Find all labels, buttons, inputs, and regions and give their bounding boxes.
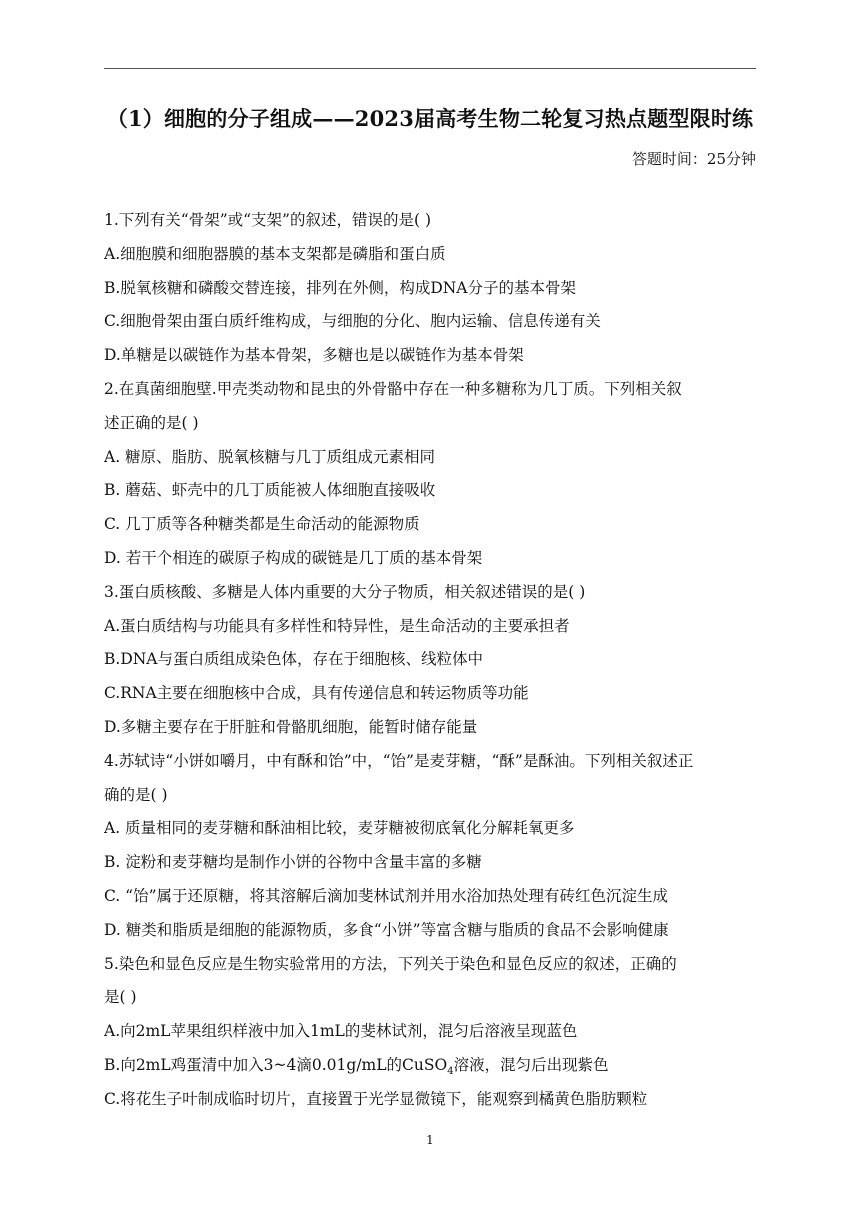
question-1-option-d: D.单糖是以碳链作为基本骨架，多糖也是以碳链作为基本骨架: [104, 346, 524, 365]
header-rule: [104, 68, 756, 69]
question-3-option-a: A.蛋白质结构与功能具有多样性和特异性，是生命活动的主要承担者: [104, 616, 570, 635]
question-3-option-d: D.多糖主要存在于肝脏和骨骼肌细胞，能暂时储存能量: [104, 717, 478, 736]
question-5-option-b-main: B.向2mL鸡蛋清中加入3~4滴0.01g/mL的CuSO: [104, 1055, 448, 1074]
page-number: 1: [426, 1133, 434, 1147]
question-5-option-a: A.向2mL苹果组织样液中加入1mL的斐林试剂，混匀后溶液呈现蓝色: [104, 1022, 578, 1041]
question-2-stem-line-2: 述正确的是( ): [104, 413, 199, 432]
question-1-stem: 1.下列有关“骨架”或“支架”的叙述，错误的是( ): [104, 211, 432, 229]
question-5-stem-line-2: 是( ): [104, 988, 137, 1007]
question-3-option-c: C.RNA主要在细胞核中合成，具有传递信息和转运物质等功能: [104, 684, 529, 703]
question-2-option-b: B. 蘑菇、虾壳中的几丁质能被人体细胞直接吸收: [104, 481, 436, 500]
question-4-stem-line-1: 4.苏轼诗“小饼如嚼月，中有酥和饴”中，“饴”是麦芽糖，“酥”是酥油。下列相关叙述正: [104, 751, 694, 770]
sulfate-subscript: 4: [447, 1066, 454, 1078]
answer-time: 答题时间：25分钟: [631, 150, 756, 168]
question-1-option-b: B.脱氧核糖和磷酸交替连接，排列在外侧，构成DNA分子的基本骨架: [104, 278, 577, 297]
question-4-option-c: C. “饴”属于还原糖，将其溶解后滴加斐林试剂并用水浴加热处理有砖红色沉淀生成: [104, 886, 669, 905]
question-list: [104, 204, 764, 1117]
question-1-option-a: A.细胞膜和细胞器膜的基本支架都是磷脂和蛋白质: [104, 244, 446, 263]
question-5-option-b-tail: 溶液，混匀后出现紫色: [453, 1055, 609, 1074]
question-4-option-d: D. 糖类和脂质是细胞的能源物质，多食“小饼”等富含糖与脂质的食品不会影响健康: [104, 920, 669, 939]
question-2-stem-line-1: 2.在真菌细胞壁.甲壳类动物和昆虫的外骨骼中存在一种多糖称为几丁质。下列相关叙: [104, 379, 682, 398]
question-3-option-b: B.DNA与蛋白质组成染色体，存在于细胞核、线粒体中: [104, 650, 484, 669]
question-2-option-a: A. 糖原、脂肪、脱氧核糖与几丁质组成元素相同: [104, 447, 436, 466]
question-2-option-c: C. 几丁质等各种糖类都是生命活动的能源物质: [104, 515, 420, 534]
question-2-option-d: D. 若干个相连的碳原子构成的碳链是几丁质的基本骨架: [104, 548, 483, 567]
question-4-option-b: B. 淀粉和麦芽糖均是制作小饼的谷物中含量丰富的多糖: [104, 853, 482, 872]
question-1-option-c: C.细胞骨架由蛋白质纤维构成，与细胞的分化、胞内运输、信息传递有关: [104, 312, 601, 331]
question-5-stem-line-1: 5.染色和显色反应是生物实验常用的方法，下列关于染色和显色反应的叙述，正确的: [104, 954, 677, 973]
question-5-option-b: [104, 1049, 764, 1083]
page-title: （1）细胞的分子组成——2023届高考生物二轮复习热点题型限时练: [106, 106, 754, 131]
question-5-option-c: C.将花生子叶制成临时切片，直接置于光学显微镜下，能观察到橘黄色脂肪颗粒: [104, 1089, 648, 1108]
question-4-option-a: A. 质量相同的麦芽糖和酥油相比较，麦芽糖被彻底氧化分解耗氧更多: [104, 819, 575, 838]
question-4-stem-line-2: 确的是( ): [104, 785, 168, 804]
question-3-stem: 3.蛋白质核酸、多糖是人体内重要的大分子物质，相关叙述错误的是( ): [104, 582, 586, 601]
